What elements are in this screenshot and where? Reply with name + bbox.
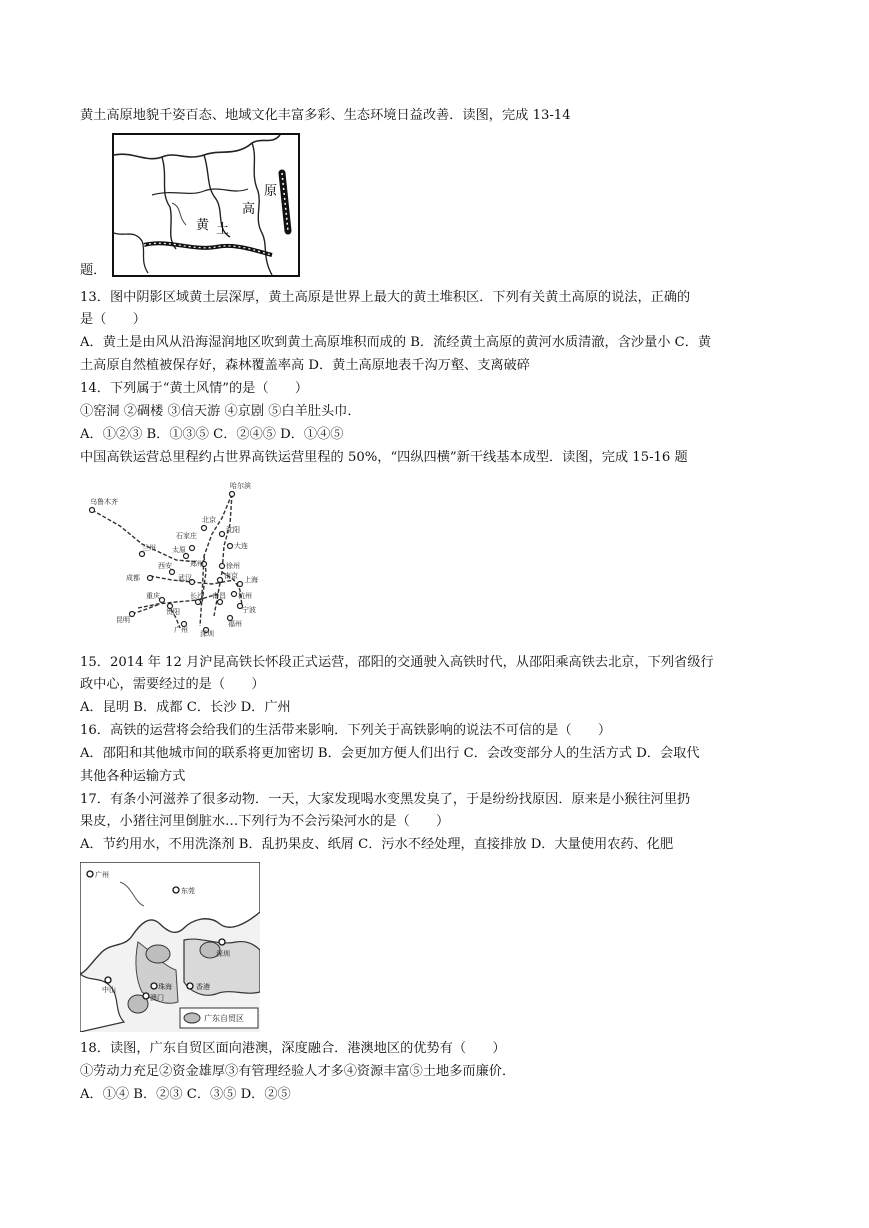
city-label: 深圳 bbox=[216, 950, 230, 958]
city-label: 大连 bbox=[234, 542, 248, 550]
city-label: 深圳 bbox=[200, 630, 214, 638]
city-label: 重庆 bbox=[146, 592, 160, 600]
city-label: 太原 bbox=[172, 546, 186, 554]
map-label-yuan: 原 bbox=[264, 184, 278, 199]
city-label: 成都 bbox=[126, 574, 140, 582]
city-label: 长沙 bbox=[190, 592, 204, 600]
city-label: 石家庄 bbox=[176, 532, 197, 540]
q15-stem-line1: 15．2014 年 12 月沪昆高铁长怀段正式运营，邵阳的交通驶入高铁时代，从邵阳乘高铁去北京，下列省级行 bbox=[80, 655, 714, 670]
legend-label: 广东自贸区 bbox=[204, 1014, 244, 1023]
city-label: 上海 bbox=[244, 576, 258, 584]
q14-options: A．①②③ B．①③⑤ C．②④⑤ D．①④⑤ bbox=[80, 427, 344, 442]
map-label-gao: 高 bbox=[242, 202, 256, 217]
q14-items: ①窑洞 ②碉楼 ③信天游 ④京剧 ⑤白羊肚头巾． bbox=[80, 404, 361, 419]
q17-options: A．节约用水，不用洗涤剂 B．乱扔果皮、纸屑 C．污水不经处理，直接排放 D．大量使用农药、化肥 bbox=[80, 837, 674, 852]
city-label: 兰州 bbox=[142, 544, 156, 552]
q16-options-line2: 其他各种运输方式 bbox=[80, 769, 186, 784]
q15-options: A．昆明 B．成都 C．长沙 D．广州 bbox=[80, 700, 291, 715]
map-label-tu: 土 bbox=[216, 222, 230, 237]
city-label: 珠海 bbox=[158, 983, 172, 991]
city-label: 南京 bbox=[224, 572, 238, 580]
intro-15-16: 中国高铁运营总里程约占世界高铁运营里程的 50%，“四纵四横”新干线基本成型．读图，完成 15-16 题 bbox=[80, 450, 688, 465]
city-label: 中山 bbox=[102, 986, 116, 994]
city-label: 宁波 bbox=[242, 606, 256, 614]
city-label: 香港 bbox=[196, 983, 210, 991]
q17-stem-line2: 果皮，小猪往河里倒脏水…下列行为不会污染河水的是（ ） bbox=[80, 814, 450, 829]
intro-13-14-tail: 题． bbox=[80, 263, 107, 278]
city-label: 哈尔滨 bbox=[230, 482, 251, 490]
city-label: 西安 bbox=[158, 562, 172, 570]
loess-plateau-map bbox=[112, 133, 300, 277]
q13-stem-line1: 13．图中阴影区域黄土层深厚，黄土高原是世界上最大的黄土堆积区．下列有关黄土高原的说法，正确的 bbox=[80, 290, 691, 305]
q18-options: A．①④ B．②③ C．③⑤ D．②⑤ bbox=[80, 1087, 291, 1102]
city-label: 昆明 bbox=[116, 616, 130, 624]
intro-13-14: 黄土高原地貌千姿百态、地域文化丰富多彩、生态环境日益改善．读图，完成 13-14 bbox=[80, 108, 571, 123]
city-label: 东莞 bbox=[181, 887, 195, 895]
ftz-nansha bbox=[146, 945, 170, 963]
q16-stem: 16．高铁的运营将会给我们的生活带来影响．下列关于高铁影响的说法不可信的是（ ） bbox=[80, 723, 612, 738]
city-label: 徐州 bbox=[226, 562, 240, 570]
q17-stem-line1: 17．有条小河滋养了很多动物．一天，大家发现喝水变黑发臭了，于是纷纷找原因．原来是小猴往河里扔 bbox=[80, 792, 691, 807]
city-label: 郑州 bbox=[190, 560, 204, 568]
q13-options-line1: A．黄土是由风从沿海湿润地区吹到黄土高原堆积而成的 B．流经黄土高原的黄河水质清澈，含沙量小 C．黄 bbox=[80, 335, 712, 350]
q14-stem: 14．下列属于“黄土风情”的是（ ） bbox=[80, 381, 309, 396]
guangdong-ftz-map bbox=[80, 862, 260, 1032]
city-label: 福州 bbox=[228, 620, 242, 628]
q13-stem-line2: 是（ ） bbox=[80, 312, 146, 327]
city-label: 杭州 bbox=[238, 592, 252, 600]
city-label: 贵阳 bbox=[166, 608, 180, 616]
q16-options-line1: A．邵阳和其他城市间的联系将更加密切 B．会更加方便人们出行 C．会改变部分人的生活方式 D．会取代 bbox=[80, 746, 700, 761]
city-label: 北京 bbox=[202, 516, 216, 524]
city-label: 乌鲁木齐 bbox=[90, 498, 118, 506]
city-label: 南昌 bbox=[212, 592, 226, 600]
legend-swatch bbox=[184, 1013, 200, 1023]
city-label: 澳门 bbox=[150, 994, 164, 1002]
q15-stem-line2: 政中心，需要经过的是（ ） bbox=[80, 677, 265, 692]
city-label: 武汉 bbox=[178, 574, 192, 582]
high-speed-rail-map bbox=[80, 476, 266, 638]
q18-stem: 18．读图，广东自贸区面向港澳，深度融合．港澳地区的优势有（ ） bbox=[80, 1041, 506, 1056]
map-label-huang: 黄 bbox=[196, 218, 210, 233]
city-label: 广州 bbox=[174, 626, 188, 634]
q18-items: ①劳动力充足②资金雄厚③有管理经验人才多④资源丰富⑤土地多而廉价． bbox=[80, 1064, 516, 1079]
city-label: 沈阳 bbox=[226, 526, 240, 534]
q13-options-line2: 土高原自然植被保存好，森林覆盖率高 D．黄土高原地表千沟万壑、支离破碎 bbox=[80, 358, 530, 373]
city-label: 广州 bbox=[95, 871, 109, 879]
